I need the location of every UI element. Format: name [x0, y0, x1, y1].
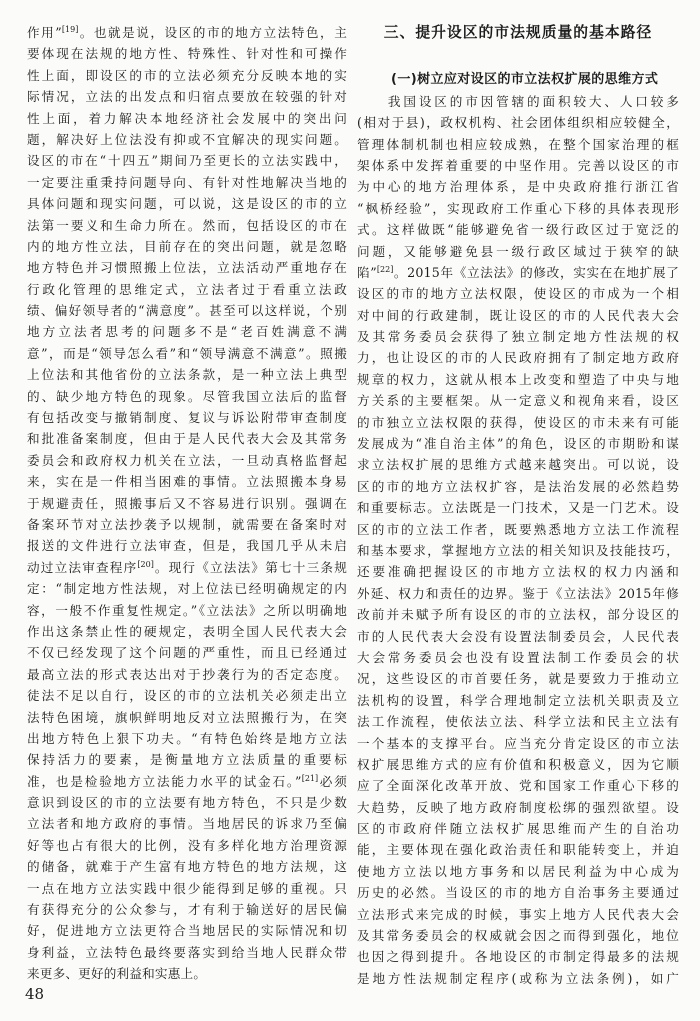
text-line: 外延、权力和责任的边界。鉴于《立法法》2015年修	[357, 585, 679, 601]
text-line: 历史的必然。当设区的市的地方自治事务主要通过	[357, 885, 679, 901]
text-line: 的、缺少地方特色的现象。尽管我国立法后的监督	[27, 388, 347, 404]
text-line: 身利益，立法特色最终要落实到给当地人民群众带	[27, 944, 347, 960]
text-line: (相对于县)，政权机构、社会团体组织相应较健全，	[357, 115, 679, 131]
text-line: “枫桥经验”，实现政府工作重心下移的具体表现形	[357, 200, 679, 216]
text-line: 地方立法者思考的问题多不是“老百姓满意不满	[27, 324, 347, 340]
text-line: 性上面，即设区的市的立法必须充分反映本地的实	[27, 67, 347, 83]
text-line: 权扩展思维方式的应有价值和积极意义，因为它顺	[357, 756, 679, 772]
text-line: 和基本要求，掌握地方立法的相关知识及技能技巧，	[357, 542, 679, 558]
text-line: 作用”[19]。也就是说，设区的市的地方立法特色，主	[27, 24, 347, 40]
footnote-ref: [20]	[137, 559, 154, 569]
right-column-body	[357, 91, 679, 989]
text-line: 好等也占有很大的比例，没有多样化地方治理资源	[27, 837, 347, 853]
text-line: 况，这些设区的市首要任务，就是要致力于推动立	[357, 671, 679, 687]
text-line: 于规避责任，照搬事后又不容易进行识别。强调在	[27, 495, 347, 511]
text-line: 立法形式来完成的时候，事实上地方人民代表大会	[357, 906, 679, 922]
text-line: 区的市的立法工作者，既要熟悉地方立法工作流程	[357, 521, 679, 537]
text-line: 徒法不足以自行，设区的市的立法机关必须走出立	[27, 688, 347, 704]
text-line: 求立法权扩展的思维方式越来越突出。可以说，设	[357, 457, 679, 473]
footnote-ref: [22]	[376, 264, 394, 274]
text-line: 设区的市在“十四五”期间乃至更长的立法实践中，	[27, 153, 347, 169]
text-line: 的市独立立法权限的获得，使设区的市未来有可能	[357, 414, 679, 430]
text-line: 出地方特色上狠下功夫。“有特色始终是地方立法	[27, 730, 347, 746]
text-line: 意识到设区的市的立法要有地方特色，不只是少数	[27, 795, 347, 811]
text-line: 能，主要体现在强化政治责任和职能转变上，并迫	[357, 842, 679, 858]
text-line: 陷”[22]。2015年《立法法》的修改，实实在在地扩展了	[357, 264, 679, 280]
right-column	[357, 22, 679, 989]
text-line: 还要准确把握设区的市地方立法权的权力内涵和	[357, 564, 679, 580]
text-line: 题，解决好上位法没有抑或不宜解决的现实问题。	[27, 131, 347, 147]
text-line: 法工作流程，使依法立法、科学立法和民主立法有	[357, 714, 679, 730]
text-line: 是地方性法规制定程序(或称为立法条例)，如广	[357, 970, 679, 986]
text-line: 应了全面深化改革开放、党和国家工作重心下移的	[357, 778, 679, 794]
text-line: 际情况，立法的出发点和归宿点要放在较强的针对	[27, 89, 347, 105]
text-line: 为中心的地方治理体系，是中央政府推行浙江省	[357, 179, 679, 195]
text-line: 内的地方性立法，目前存在的突出问题，就是忽略	[27, 238, 347, 254]
text-line: 具体问题和现实问题，可以说，这是设区的市的立	[27, 196, 347, 212]
text-line: 来更多、更好的利益和实惠上。	[27, 966, 207, 982]
text-line: 保持活力的要素，是衡量地方立法质量的重要标	[27, 752, 347, 768]
text-line: 最高立法的形式表达出对于抄袭行为的否定态度。	[27, 666, 347, 682]
text-line: 式。这样做既“能够避免省一级行政区过于宽泛的	[357, 222, 679, 238]
text-line: 改前并未赋予所有设区的市的立法权，部分设区的	[357, 607, 679, 623]
text-line: 的储备，就难于产生富有地方特色的地方法规，这	[27, 859, 347, 875]
text-line: 大会常务委员会也没有设置法制工作委员会的状	[357, 649, 679, 665]
text-line: 报送的文件进行立法审查，但是，我国几乎从未启	[27, 538, 347, 554]
text-line: 力，也让设区的市的人民政府拥有了制定地方政府	[357, 350, 679, 366]
text-line: 有获得充分的公众参与，才有利于输送好的居民偏	[27, 902, 347, 918]
text-line: 也因之得到提升。各地设区的市制定得最多的法规	[357, 949, 679, 965]
text-line: 对中间的行政建制，既让设区的市的人民代表大会	[357, 307, 679, 323]
left-column	[27, 22, 347, 985]
text-line: 管理体制机制也相应较成熟，在整个国家治理的框	[357, 136, 679, 152]
footnote-ref: [19]	[61, 24, 79, 34]
text-line: 容，一般不作重复性规定。”《立法法》之所以明确地	[27, 602, 347, 618]
text-line: 及其常务委员会的权威就会因之而得到强化，地位	[357, 928, 679, 944]
text-line: 行政化管理的思维定式，立法者过于看重立法政	[27, 281, 347, 297]
subsection-heading: (一)树立应对设区的市立法权扩展的思维方式	[391, 72, 659, 88]
text-line: 及其常务委员会获得了独立制定地方性法规的权	[357, 329, 679, 345]
text-line: 有包括改变与撤销制度、复议与诉讼附带审查制度	[27, 410, 347, 426]
text-line: 架体系中发挥着重要的中坚作用。完善以设区的市	[357, 157, 679, 173]
text-line: 作出这条禁止性的硬规定，表明全国人民代表大会	[27, 623, 347, 639]
text-line: 绩、偏好领导者的“满意度”。甚至可以这样说，个别	[27, 303, 347, 319]
text-line: 问题，又能够避免县一级行政区域过于狭窄的缺	[357, 243, 679, 259]
text-line: 立法者和地方政府的事情。当地居民的诉求乃至偏	[27, 816, 347, 832]
text-line: 动过立法审查程序[20]。现行《立法法》第七十三条规	[27, 559, 347, 575]
text-line: 要体现在法规的地方性、特殊性、针对性和可操作	[27, 46, 347, 62]
text-line: 规章的权力，这就从根本上改变和塑造了中央与地	[357, 371, 679, 387]
page-number: 48	[25, 985, 45, 1003]
text-line: 来，实在是一件相当困难的事情。立法照搬本身易	[27, 474, 347, 490]
text-line: 性上面，着力解决本地经济社会发展中的突出问	[27, 110, 347, 126]
footnote-ref: [21]	[301, 773, 319, 783]
text-line: 市的人民代表大会没有设置法制委员会，人民代表	[357, 628, 679, 644]
text-line: 发展成为“准自治主体”的角色，设区的市期盼和谋	[357, 436, 679, 452]
text-line: 一个基本的支撑平台。应当充分肯定设区的市立法	[357, 735, 679, 751]
text-line: 法机构的设置，科学合理地制定立法机关职责及立	[357, 692, 679, 708]
text-line: 一定要注重秉持问题导向、有针对性地解决当地的	[27, 174, 347, 190]
section-heading: 三、提升设区的市法规质量的基本路径	[383, 24, 653, 41]
text-line: 方关系的主要框架。从一定意义和视角来看，设区	[357, 393, 679, 409]
text-line: 准，也是检验地方立法能力水平的试金石。”[21]必须	[27, 773, 347, 789]
text-line: 使地方立法以地方事务和以居民利益为中心成为	[357, 863, 679, 879]
text-line: 区的市的地方立法权扩容，是法治发展的必然趋势	[357, 478, 679, 494]
text-line: 好，促进地方立法更符合当地居民的实际情况和切	[27, 923, 347, 939]
text-line: 大趋势，反映了地方政府制度松绑的强烈欲望。设	[357, 799, 679, 815]
text-line: 一点在地方立法实践中很少能得到足够的重视。只	[27, 880, 347, 896]
text-line: 不仅已经发现了这个问题的严重性，而且已经通过	[27, 645, 347, 661]
text-line: 和重要标志。立法既是一门技术，又是一门艺术。设	[357, 500, 679, 516]
text-line: 和批准备案制度，但由于是人民代表大会及其常务	[27, 431, 347, 447]
text-line: 上位法和其他省份的立法条款，是一种立法上典型	[27, 367, 347, 383]
text-line: 定：“制定地方性法规，对上位法已经明确规定的内	[27, 581, 347, 597]
text-line: 备案环节对立法抄袭予以规制，就需要在备案时对	[27, 516, 347, 532]
text-line: 法第一要义和生命力所在。然而，包括设区的市在	[27, 217, 347, 233]
text-line: 区的市政府伴随立法权扩展思维而产生的自治功	[357, 821, 679, 837]
text-line: 我国设区的市因管辖的面积较大、人口较多	[357, 93, 679, 109]
text-line: 地方特色并习惯照搬上位法，立法活动严重地存在	[27, 260, 347, 276]
text-line: 法特色困境，旗帜鲜明地反对立法照搬行为，在突	[27, 709, 347, 725]
text-line: 设区的市的地方立法权限，使设区的市成为一个相	[357, 286, 679, 302]
text-line: 委员会和政府权力机关在立法，一旦动真格监督起	[27, 452, 347, 468]
text-line: 意”，而是“领导怎么看”和“领导满意不满意”。照搬	[27, 345, 347, 361]
